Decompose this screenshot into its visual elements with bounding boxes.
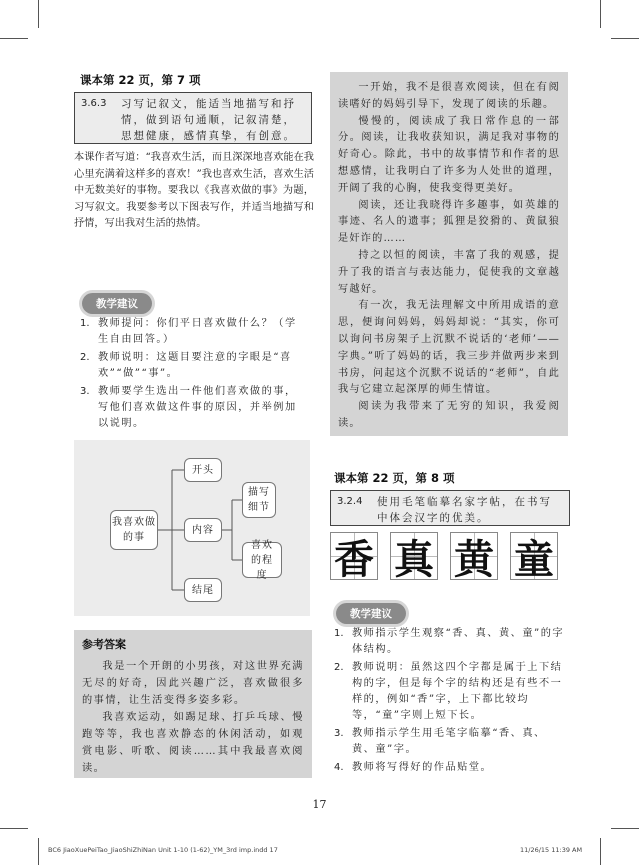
mindmap-branch-bottom: 结尾 [184,578,222,602]
list-item: 1. 教师提问：你们平日喜欢做什么？（学生自由回答。） [80,318,297,345]
intro-paragraph: 本课作者写道：“我喜欢生活，而且深深地喜欢能在我心里充满着这样多的喜欢！”我也喜欢生活，喜欢生活中无数美好的事物。要我以《我喜欢做的事》为题，习写叙文。我要参考以下图表写作，并适当地描写和抒情，写出我对生活的热情。 [74,152,314,229]
footer-filename: BC6 JiaoXuePeiTao_JiaoShiZhiNan Unit 1-10 (1-62)_YM_3rd imp.indd 17 [48,846,278,854]
list-item: 4. 教师将写得好的作品贴堂。 [334,762,493,773]
list-item: 2. 教师说明：这题目要注意的字眼是“喜欢”“做”“事”。 [80,352,292,379]
story-box [330,72,568,436]
crop-mark [600,838,601,865]
list-item: 2. 教师说明：虽然这四个字都是属于上下结构的字，但是每个字的结构还是有些不一样的，例如“香”字，上下都比较均等，“童”字则上短下长。 [334,662,563,721]
story-paragraph: 阅读，还让我晓得许多趣事，如英雄的事迹、名人的遗事；狐狸是狡猾的、黄鼠狼是奸诈的…… [338,199,560,245]
objective-box [330,490,570,526]
crop-mark [611,828,639,829]
objective-box [74,92,312,144]
lesson-heading: 课本第 22 页，第 8 项 [334,471,455,485]
mindmap-branch-top: 开头 [184,458,222,482]
calligraphy-grid [330,532,570,582]
footer-timestamp: 11/26/15 11:39 AM [520,846,583,854]
calligraphy-cell: 香 [330,532,378,580]
mindmap [74,440,310,616]
objective-text: 习写记叙文，能适当地描写和抒情，做到语句通顺，记叙清楚，思想健康，感情真挚，有创意。 [121,98,296,142]
crop-mark [611,38,639,39]
objective-code: 3.6.3 [81,98,107,109]
crop-mark [0,828,28,829]
answer-box [74,630,312,778]
answer-paragraph: 我是一个开朗的小男孩，对这世界充满无尽的好奇，因此兴趣广泛，喜欢做很多的事情，让生活变得多姿多彩。 [82,661,304,706]
mindmap-sub-bottom: 喜欢的程度 [242,542,282,578]
story-paragraph: 持之以恒的阅读，丰富了我的观感，提升了我的语言与表达能力，促使我的文章越写越好。 [338,249,560,295]
lesson-heading: 课本第 22 页，第 7 项 [80,73,201,87]
objective-code: 3.2.4 [337,496,363,507]
calligraphy-cell: 黄 [450,532,498,580]
crop-mark [600,0,601,28]
list-item: 3. 教师指示学生用毛笔字临摹“香、真、黄、童”字。 [334,728,546,755]
list-item: 3. 教师要学生选出一件他们喜欢做的事，写他们喜欢做这件事的原因，并举例加以说明。 [80,386,297,429]
page-number: 17 [312,798,327,811]
story-paragraph: 有一次，我无法理解文中所用成语的意思，便询问妈妈，妈妈却说：“其实，你可以询问书房架子上沉默不说话的‘老师’——字典。”听了妈妈的话，我三步并做两步来到书房，问起这个沉默不说话的“老师”，自此我与它建立起深厚的师生情谊。 [338,300,560,396]
story-paragraph: 阅读为我带来了无穷的知识，我爱阅读。 [338,401,560,429]
list-item: 1. 教师指示学生观察“香、真、黄、童”的字体结构。 [334,628,565,655]
mindmap-branch-mid: 内容 [184,518,222,542]
answer-paragraph: 我喜欢运动，如踢足球、打乒乓球、慢跑等等，我也喜欢静态的休闲活动，如观赏电影、听歌、阅读……其中我最喜欢阅读。 [82,712,304,774]
tips-label: 教学建议 [82,292,152,314]
objective-text: 使用毛笔临摹名家字帖，在书写中体会汉字的优美。 [377,496,552,524]
tips-list [80,316,308,434]
crop-mark [0,38,28,39]
tips-label: 教学建议 [336,602,406,624]
story-paragraph: 一开始，我不是很喜欢阅读，但在有阅读嗜好的妈妈引导下，发现了阅读的乐趣。 [338,82,560,110]
mindmap-center: 我喜欢做的事 [110,510,158,550]
calligraphy-cell: 童 [510,532,558,580]
crop-mark [38,838,39,865]
answer-label: 参考答案 [82,638,126,651]
story-paragraph: 慢慢的，阅读成了我日常作息的一部分。阅读，让我收获知识，满足我对事物的好奇心。除此，书中的故事情节和作者的思想感情，让我明白了许多为人处世的道理，开阔了我的心胸，使我变得更美好。 [338,115,560,194]
tips-list [334,626,568,778]
calligraphy-cell: 真 [390,532,438,580]
crop-mark [38,0,39,28]
mindmap-sub-top: 描写细节 [242,482,276,518]
